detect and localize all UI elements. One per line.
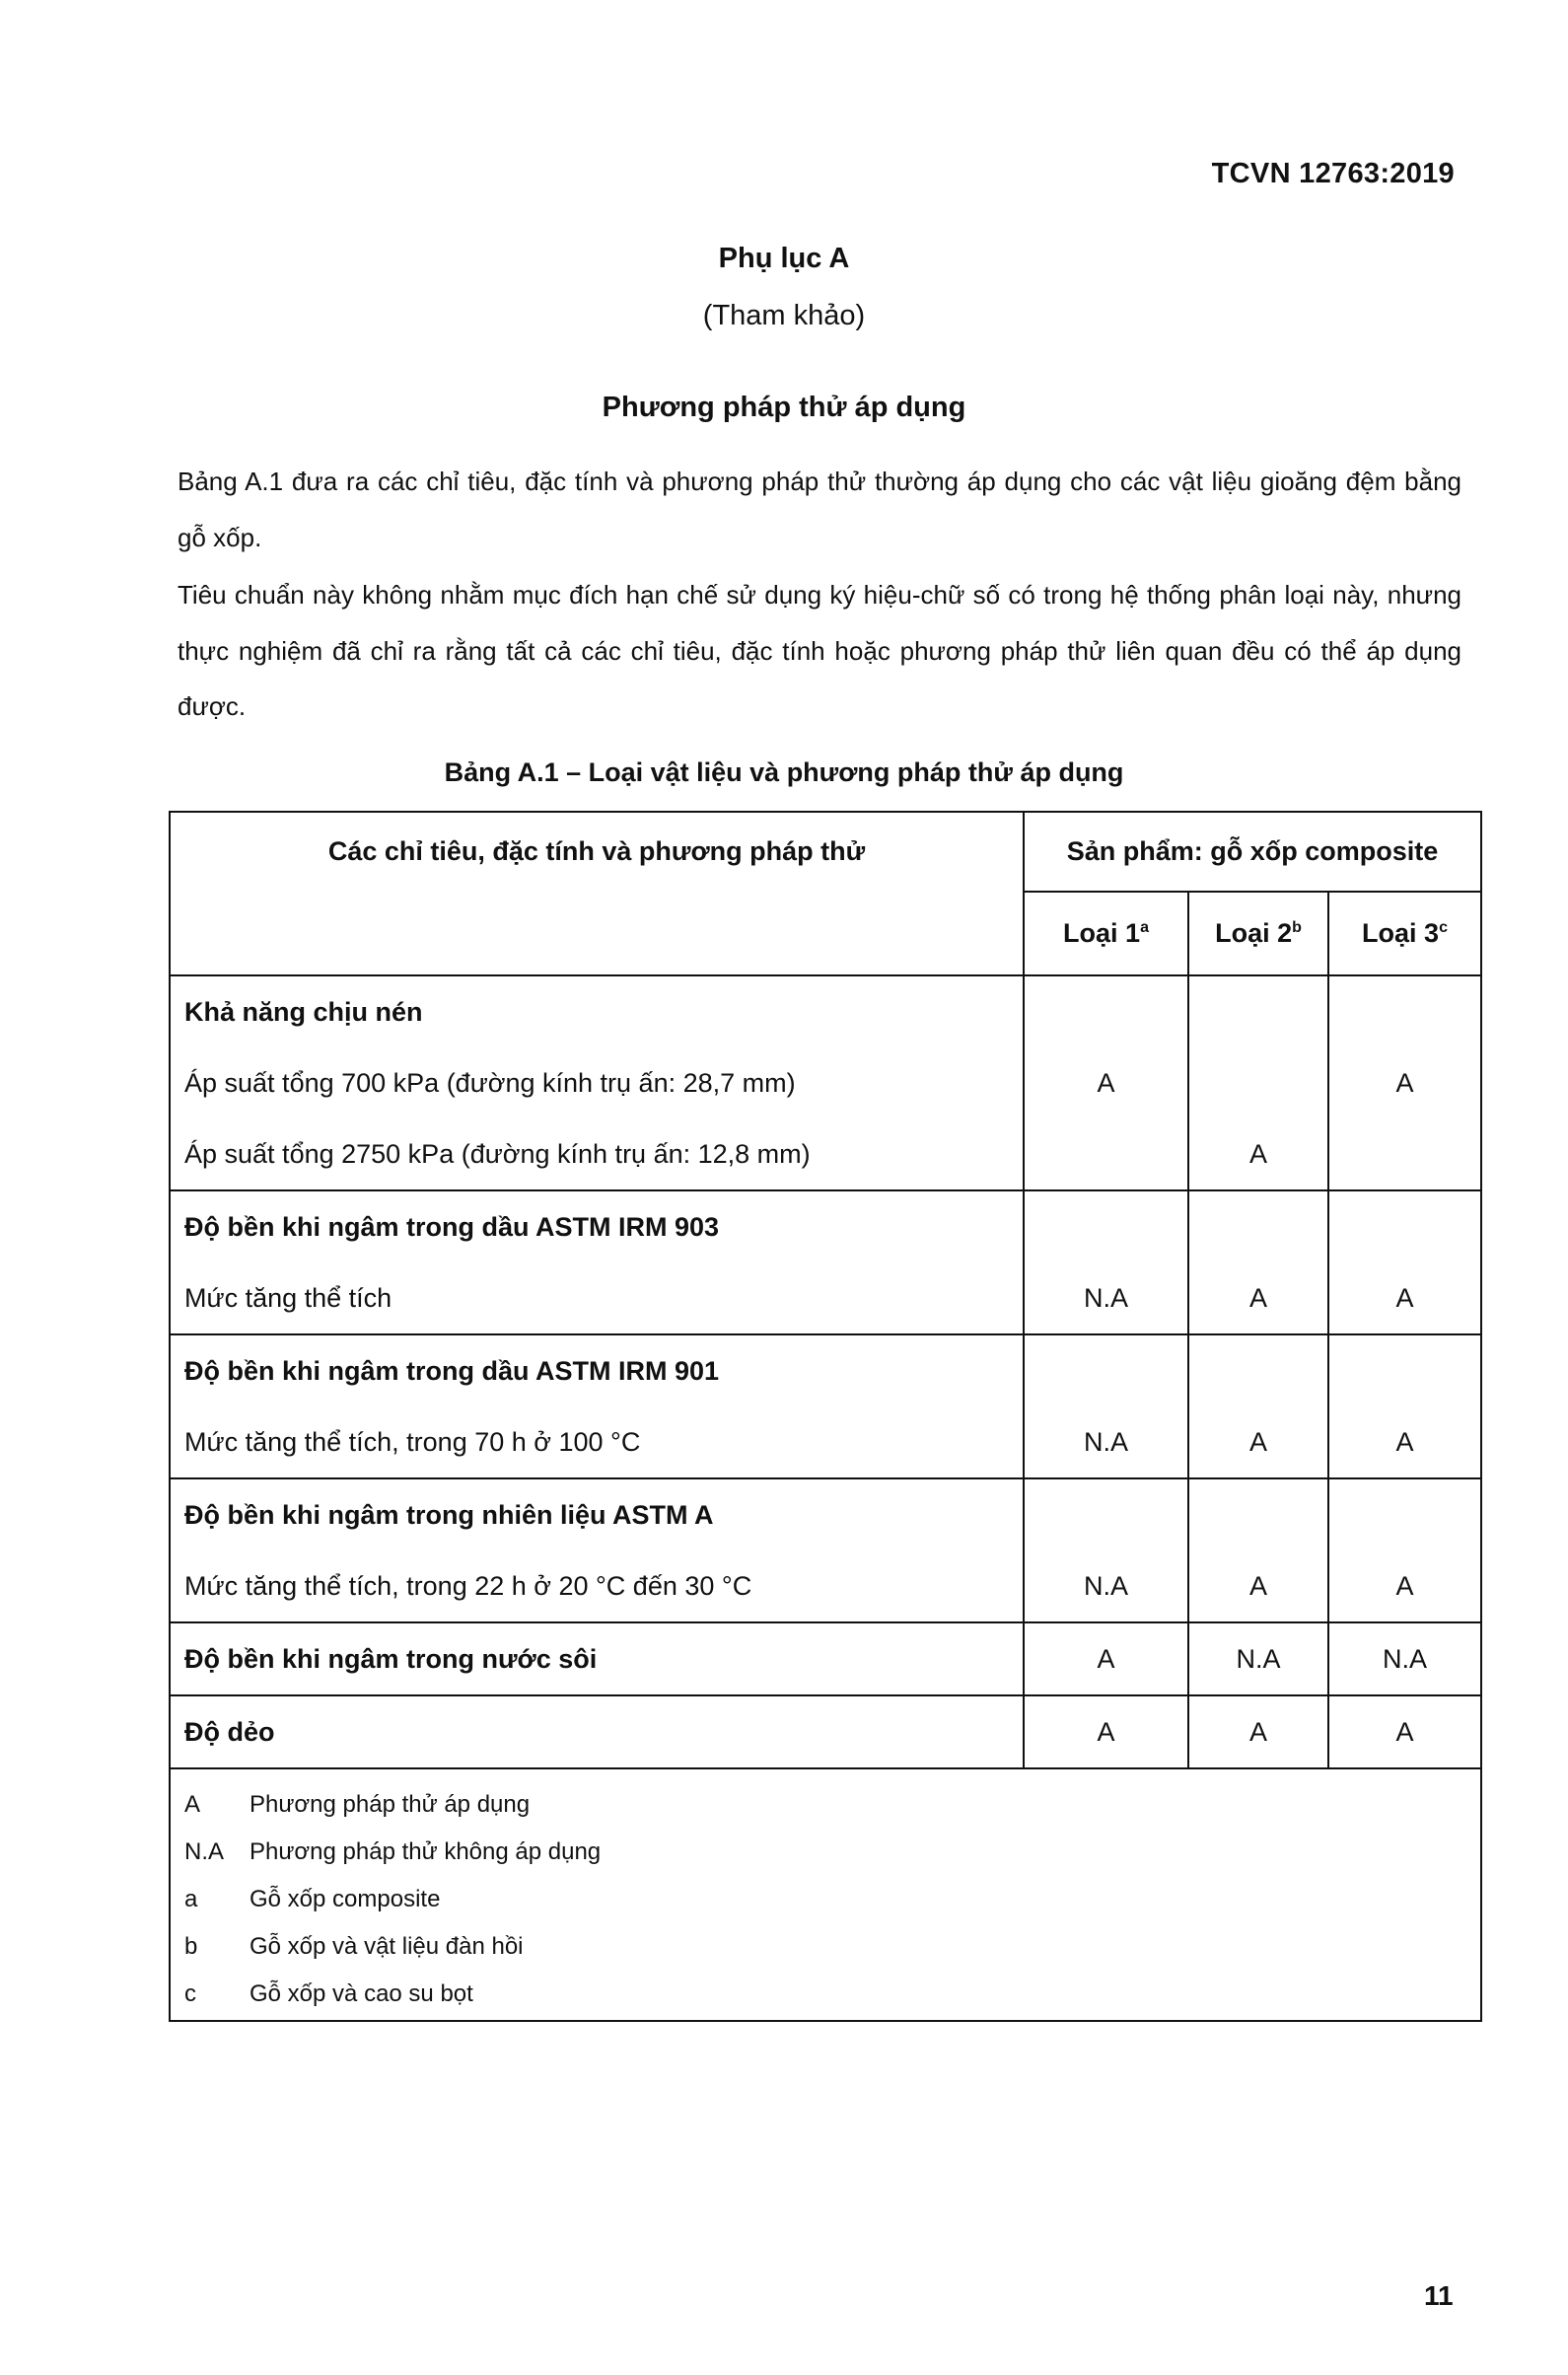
value-cell: A bbox=[1328, 1695, 1481, 1768]
standard-code: TCVN 12763:2019 bbox=[1211, 158, 1455, 189]
row-label: Mức tăng thể tích, trong 70 h ở 100 °C bbox=[184, 1427, 641, 1457]
value-cell: N.A bbox=[1328, 1622, 1481, 1695]
value-cell: A bbox=[1248, 1571, 1267, 1601]
header-criteria: Các chỉ tiêu, đặc tính và phương pháp thử bbox=[170, 812, 1024, 975]
table-row bbox=[170, 1695, 1481, 1768]
row-label: Áp suất tổng 2750 kPa (đường kính trụ ấn: 12,8 mm) bbox=[184, 1139, 811, 1169]
value-cell: A bbox=[1395, 1427, 1414, 1457]
group-title: Độ bền khi ngâm trong dầu ASTM IRM 901 bbox=[184, 1356, 720, 1386]
group-title: Độ bền khi ngâm trong dầu ASTM IRM 903 bbox=[184, 1212, 720, 1242]
note-item: a Gỗ xốp composite bbox=[184, 1886, 441, 1912]
note-item: c Gỗ xốp và cao su bọt bbox=[184, 1980, 473, 2007]
table-row-group bbox=[170, 1190, 1481, 1334]
value-cell bbox=[1189, 1047, 1327, 1118]
table-notes bbox=[170, 1768, 1481, 2021]
header-product: Sản phẩm: gỗ xốp composite bbox=[1024, 812, 1481, 892]
group-title: Khả năng chịu nén bbox=[184, 997, 423, 1027]
page-number: 11 bbox=[1424, 2280, 1454, 2311]
table-notes-row bbox=[170, 1768, 1481, 2021]
value-cell: A bbox=[1395, 1571, 1414, 1601]
header-type-2: Loại 2$^b$ bbox=[1188, 892, 1328, 975]
row-label: Áp suất tổng 700 kPa (đường kính trụ ấn: 28,7 mm) bbox=[184, 1068, 796, 1098]
table-caption: Bảng A.1 – Loại vật liệu và phương pháp thử áp dụng bbox=[444, 757, 1124, 787]
row-label: Mức tăng thể tích, trong 22 h ở 20 °C đến 30 °C bbox=[184, 1571, 752, 1601]
group-title: Độ bền khi ngâm trong nhiên liệu ASTM A bbox=[184, 1500, 714, 1530]
note-item: N.A Phương pháp thử không áp dụng bbox=[184, 1838, 602, 1865]
annex-title: Phụ lục A bbox=[718, 243, 850, 274]
table-row-group bbox=[170, 1478, 1481, 1622]
paragraph-scope: Tiêu chuẩn này không nhằm mục đích hạn chế sử dụng ký hiệu-chữ số có trong hệ thống phân loại này, nhưng thực nghiệm đã chỉ ra rằng tất cả các chỉ tiêu, đặc tính hoặc phương pháp thử liên quan đều có thể áp dụng được. bbox=[178, 580, 1461, 721]
value-cell: A bbox=[1188, 1695, 1328, 1768]
value-cell: A bbox=[1248, 1283, 1267, 1313]
value-cell: A bbox=[1248, 1427, 1267, 1457]
value-cell: A bbox=[1024, 1622, 1188, 1695]
value-cell bbox=[1329, 1118, 1480, 1189]
group-title: Độ dẻo bbox=[184, 1717, 275, 1747]
note-item: b Gỗ xốp và vật liệu đàn hồi bbox=[184, 1933, 524, 1960]
table-row-group bbox=[170, 1334, 1481, 1478]
value-cell: A bbox=[1097, 1068, 1115, 1098]
group-title: Độ bền khi ngâm trong nước sôi bbox=[184, 1644, 598, 1674]
table-row-group bbox=[170, 975, 1481, 1190]
annex-note: (Tham khảo) bbox=[702, 300, 866, 331]
value-cell: N.A bbox=[1083, 1427, 1128, 1457]
note-item: A Phương pháp thử áp dụng bbox=[184, 1791, 531, 1818]
value-cell: A bbox=[1395, 1283, 1414, 1313]
test-methods-table bbox=[169, 811, 1482, 2022]
value-cell: A bbox=[1024, 1695, 1188, 1768]
value-cell: N.A bbox=[1188, 1622, 1328, 1695]
table-row bbox=[170, 1622, 1481, 1695]
value-cell bbox=[1025, 1118, 1187, 1189]
row-label: Mức tăng thể tích bbox=[184, 1283, 392, 1313]
annex-heading: Phương pháp thử áp dụng bbox=[602, 392, 966, 423]
header-type-3: Loại 3$^c$ bbox=[1328, 892, 1481, 975]
value-cell: A bbox=[1395, 1068, 1414, 1098]
value-cell: A bbox=[1248, 1139, 1267, 1169]
table-header-row bbox=[170, 812, 1481, 892]
value-cell: N.A bbox=[1083, 1283, 1128, 1313]
paragraph-intro: Bảng A.1 đưa ra các chỉ tiêu, đặc tính và phương pháp thử thường áp dụng cho các vật liệu gioăng đệm bằng gỗ xốp. bbox=[178, 467, 1461, 552]
value-cell: N.A bbox=[1083, 1571, 1128, 1601]
header-type-1: Loại 1$^a$ bbox=[1024, 892, 1188, 975]
